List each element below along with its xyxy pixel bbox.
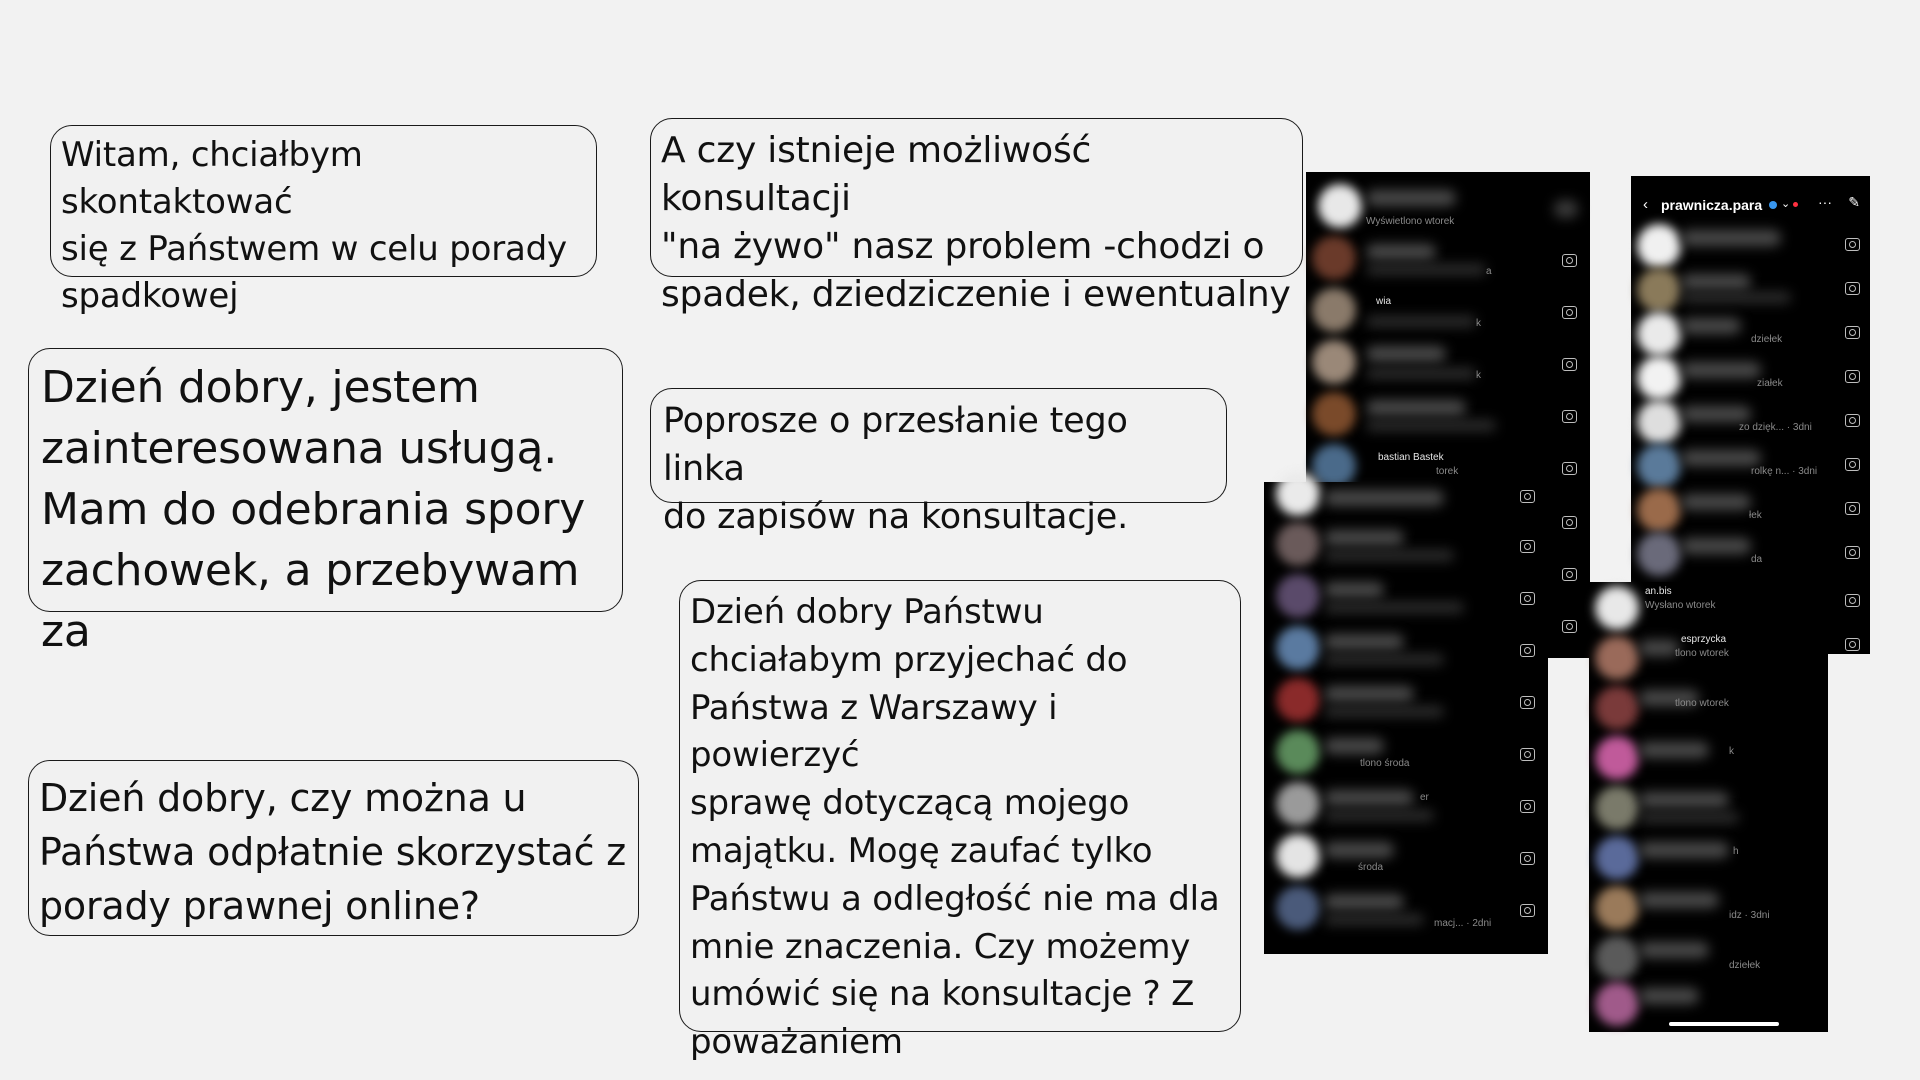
conversation-row [1589, 582, 1828, 634]
conversation-meta: tlono wtorek [1675, 698, 1729, 709]
avatar [1276, 522, 1320, 566]
inbox-header [1631, 184, 1870, 220]
camera-icon[interactable] [1845, 546, 1860, 559]
conversation-meta: Wyświetlono wtorek [1366, 216, 1455, 227]
avatar [1595, 982, 1639, 1026]
message-text-2: A czy istnieje możliwość konsultacji "na żywo" nasz problem -chodzi o spadek, dziedziczenie i ewentualny [661, 130, 1291, 315]
avatar [1637, 224, 1681, 268]
conversation-row [1589, 632, 1828, 684]
more-icon[interactable]: ··· [1818, 194, 1832, 210]
conversation-meta: h [1733, 846, 1739, 857]
verified-badge-icon [1769, 201, 1777, 209]
camera-icon[interactable] [1845, 502, 1860, 515]
message-text-6: Dzień dobry Państwu chciałabym przyjechać do Państwa z Warszawy i powierzyć sprawę dotyczącą mojego majątku. Mogę zaufać tylko Państwu a odległość nie ma dla mnie znaczenia. Czy możemy umówić się na konsultacje ? Z poważaniem [690, 592, 1220, 1063]
camera-icon[interactable] [1520, 540, 1535, 553]
conversation-row [1589, 932, 1828, 984]
conversation-row [1306, 336, 1590, 388]
conversation-row [1264, 778, 1548, 830]
conversation-meta: idz · 3dni [1729, 910, 1770, 921]
avatar [1637, 312, 1681, 356]
conversation-name: wia [1376, 296, 1392, 307]
avatar [1637, 356, 1681, 400]
conversation-row [1264, 518, 1548, 570]
message-bubble-5 [28, 760, 639, 936]
conversation-row [1589, 882, 1828, 934]
conversation-meta: dziełek [1729, 960, 1761, 971]
camera-icon[interactable] [1562, 410, 1577, 423]
avatar [1595, 886, 1639, 930]
camera-icon[interactable] [1562, 568, 1577, 581]
conversation-meta: rolkę n... · 3dni [1751, 466, 1818, 477]
conversation-row [1589, 832, 1828, 884]
conversation-name: bastian Bastek [1378, 452, 1444, 463]
conversation-row [1306, 284, 1590, 336]
camera-icon[interactable] [1562, 462, 1577, 475]
avatar [1595, 736, 1639, 780]
conversation-row [1264, 726, 1548, 778]
dm-inbox-screenshot-d [1589, 582, 1828, 1032]
message-text-3: Dzień dobry, jestem zainteresowana usługą. Mam do odebrania spory zachowek, a przebywam za [41, 362, 586, 657]
avatar [1276, 678, 1320, 722]
camera-icon[interactable] [1845, 238, 1860, 251]
avatar [1276, 472, 1320, 516]
home-indicator [1669, 1022, 1779, 1026]
camera-icon[interactable] [1562, 306, 1577, 319]
message-text-1: Witam, chciałbym skontaktować się z Państwem w celu porady spadkowej [61, 135, 567, 316]
conversation-row [1589, 682, 1828, 734]
conversation-meta: macj... · 2dni [1434, 918, 1492, 929]
message-bubble-2 [650, 118, 1303, 315]
unread-dot-icon [1793, 202, 1798, 207]
conversation-meta: dziełek [1751, 334, 1783, 345]
conversation-meta: zo dzięk... · 3dni [1739, 422, 1812, 433]
conversation-meta: łek [1749, 510, 1762, 521]
message-bubble-3 [28, 348, 623, 657]
message-text-5: Dzień dobry, czy można u Państwa odpłatnie skorzystać z porady prawnej online? [39, 776, 626, 928]
conversation-meta: a [1486, 266, 1492, 277]
conversation-meta: ziałek [1757, 378, 1783, 389]
camera-icon[interactable] [1845, 638, 1860, 651]
compose-icon[interactable]: ✎ [1848, 194, 1860, 210]
avatar [1318, 184, 1362, 228]
message-bubble-1 [50, 125, 597, 316]
avatar [1637, 400, 1681, 444]
conversation-row [1306, 388, 1590, 440]
camera-icon[interactable] [1562, 516, 1577, 529]
camera-icon[interactable] [1520, 592, 1535, 605]
avatar [1595, 586, 1639, 630]
conversation-meta: torek [1436, 466, 1459, 477]
conversation-name: esprzycka [1681, 634, 1727, 645]
avatar [1276, 834, 1320, 878]
camera-icon[interactable] [1520, 904, 1535, 917]
avatar [1595, 836, 1639, 880]
avatar [1276, 626, 1320, 670]
camera-icon[interactable] [1562, 358, 1577, 371]
message-bubble-4 [650, 388, 1227, 537]
camera-icon[interactable] [1520, 490, 1535, 503]
avatar [1276, 782, 1320, 826]
message-bubble-6 [679, 580, 1241, 1063]
avatar [1637, 444, 1681, 488]
avatar [1276, 574, 1320, 618]
conversation-meta: k [1476, 318, 1481, 329]
conversation-meta: k [1729, 746, 1734, 757]
conversation-row [1589, 732, 1828, 784]
conversation-row [1631, 528, 1870, 580]
conversation-row [1264, 830, 1548, 882]
camera-icon[interactable] [1520, 748, 1535, 761]
conversation-meta: da [1751, 554, 1763, 565]
conversation-name: an.bis [1645, 586, 1672, 597]
avatar [1276, 886, 1320, 930]
chevron-down-icon[interactable]: ⌄ [1781, 198, 1791, 210]
avatar [1637, 268, 1681, 312]
conversation-meta: Wysłano wtorek [1645, 600, 1716, 611]
avatar [1312, 392, 1356, 436]
avatar [1595, 936, 1639, 980]
account-title[interactable]: prawnicza.para [1661, 197, 1763, 213]
conversation-row [1264, 468, 1548, 520]
conversation-row [1264, 570, 1548, 622]
avatar [1595, 686, 1639, 730]
camera-icon[interactable] [1520, 852, 1535, 865]
camera-icon[interactable] [1520, 644, 1535, 657]
message-text-4: Poprosze o przesłanie tego linka do zapisów na konsultacje. [663, 401, 1129, 537]
camera-icon[interactable] [1845, 594, 1860, 607]
conversation-row [1306, 180, 1590, 232]
conversation-meta: tlono środa [1360, 758, 1410, 769]
camera-icon[interactable] [1845, 282, 1860, 295]
camera-icon[interactable] [1845, 370, 1860, 383]
avatar [1595, 786, 1639, 830]
conversation-meta: tlono wtorek [1675, 648, 1729, 659]
avatar [1276, 730, 1320, 774]
avatar [1312, 340, 1356, 384]
dm-inbox-screenshot-b [1264, 482, 1548, 954]
conversation-row [1264, 882, 1548, 934]
conversation-meta: er [1420, 792, 1429, 803]
avatar [1637, 532, 1681, 576]
back-icon[interactable]: ‹ [1643, 196, 1648, 213]
avatar [1312, 236, 1356, 280]
conversation-row [1264, 674, 1548, 726]
camera-icon[interactable] [1562, 254, 1577, 267]
camera-icon[interactable] [1845, 326, 1860, 339]
avatar [1312, 288, 1356, 332]
camera-icon[interactable] [1520, 800, 1535, 813]
conversation-meta: środa [1358, 862, 1384, 873]
camera-icon[interactable] [1845, 414, 1860, 427]
conversation-row [1264, 622, 1548, 674]
conversation-row [1589, 782, 1828, 834]
conversation-meta: k [1476, 370, 1481, 381]
avatar [1637, 488, 1681, 532]
avatar [1595, 636, 1639, 680]
conversation-row [1306, 232, 1590, 284]
camera-icon[interactable] [1520, 696, 1535, 709]
camera-icon[interactable] [1562, 620, 1577, 633]
camera-icon[interactable] [1845, 458, 1860, 471]
